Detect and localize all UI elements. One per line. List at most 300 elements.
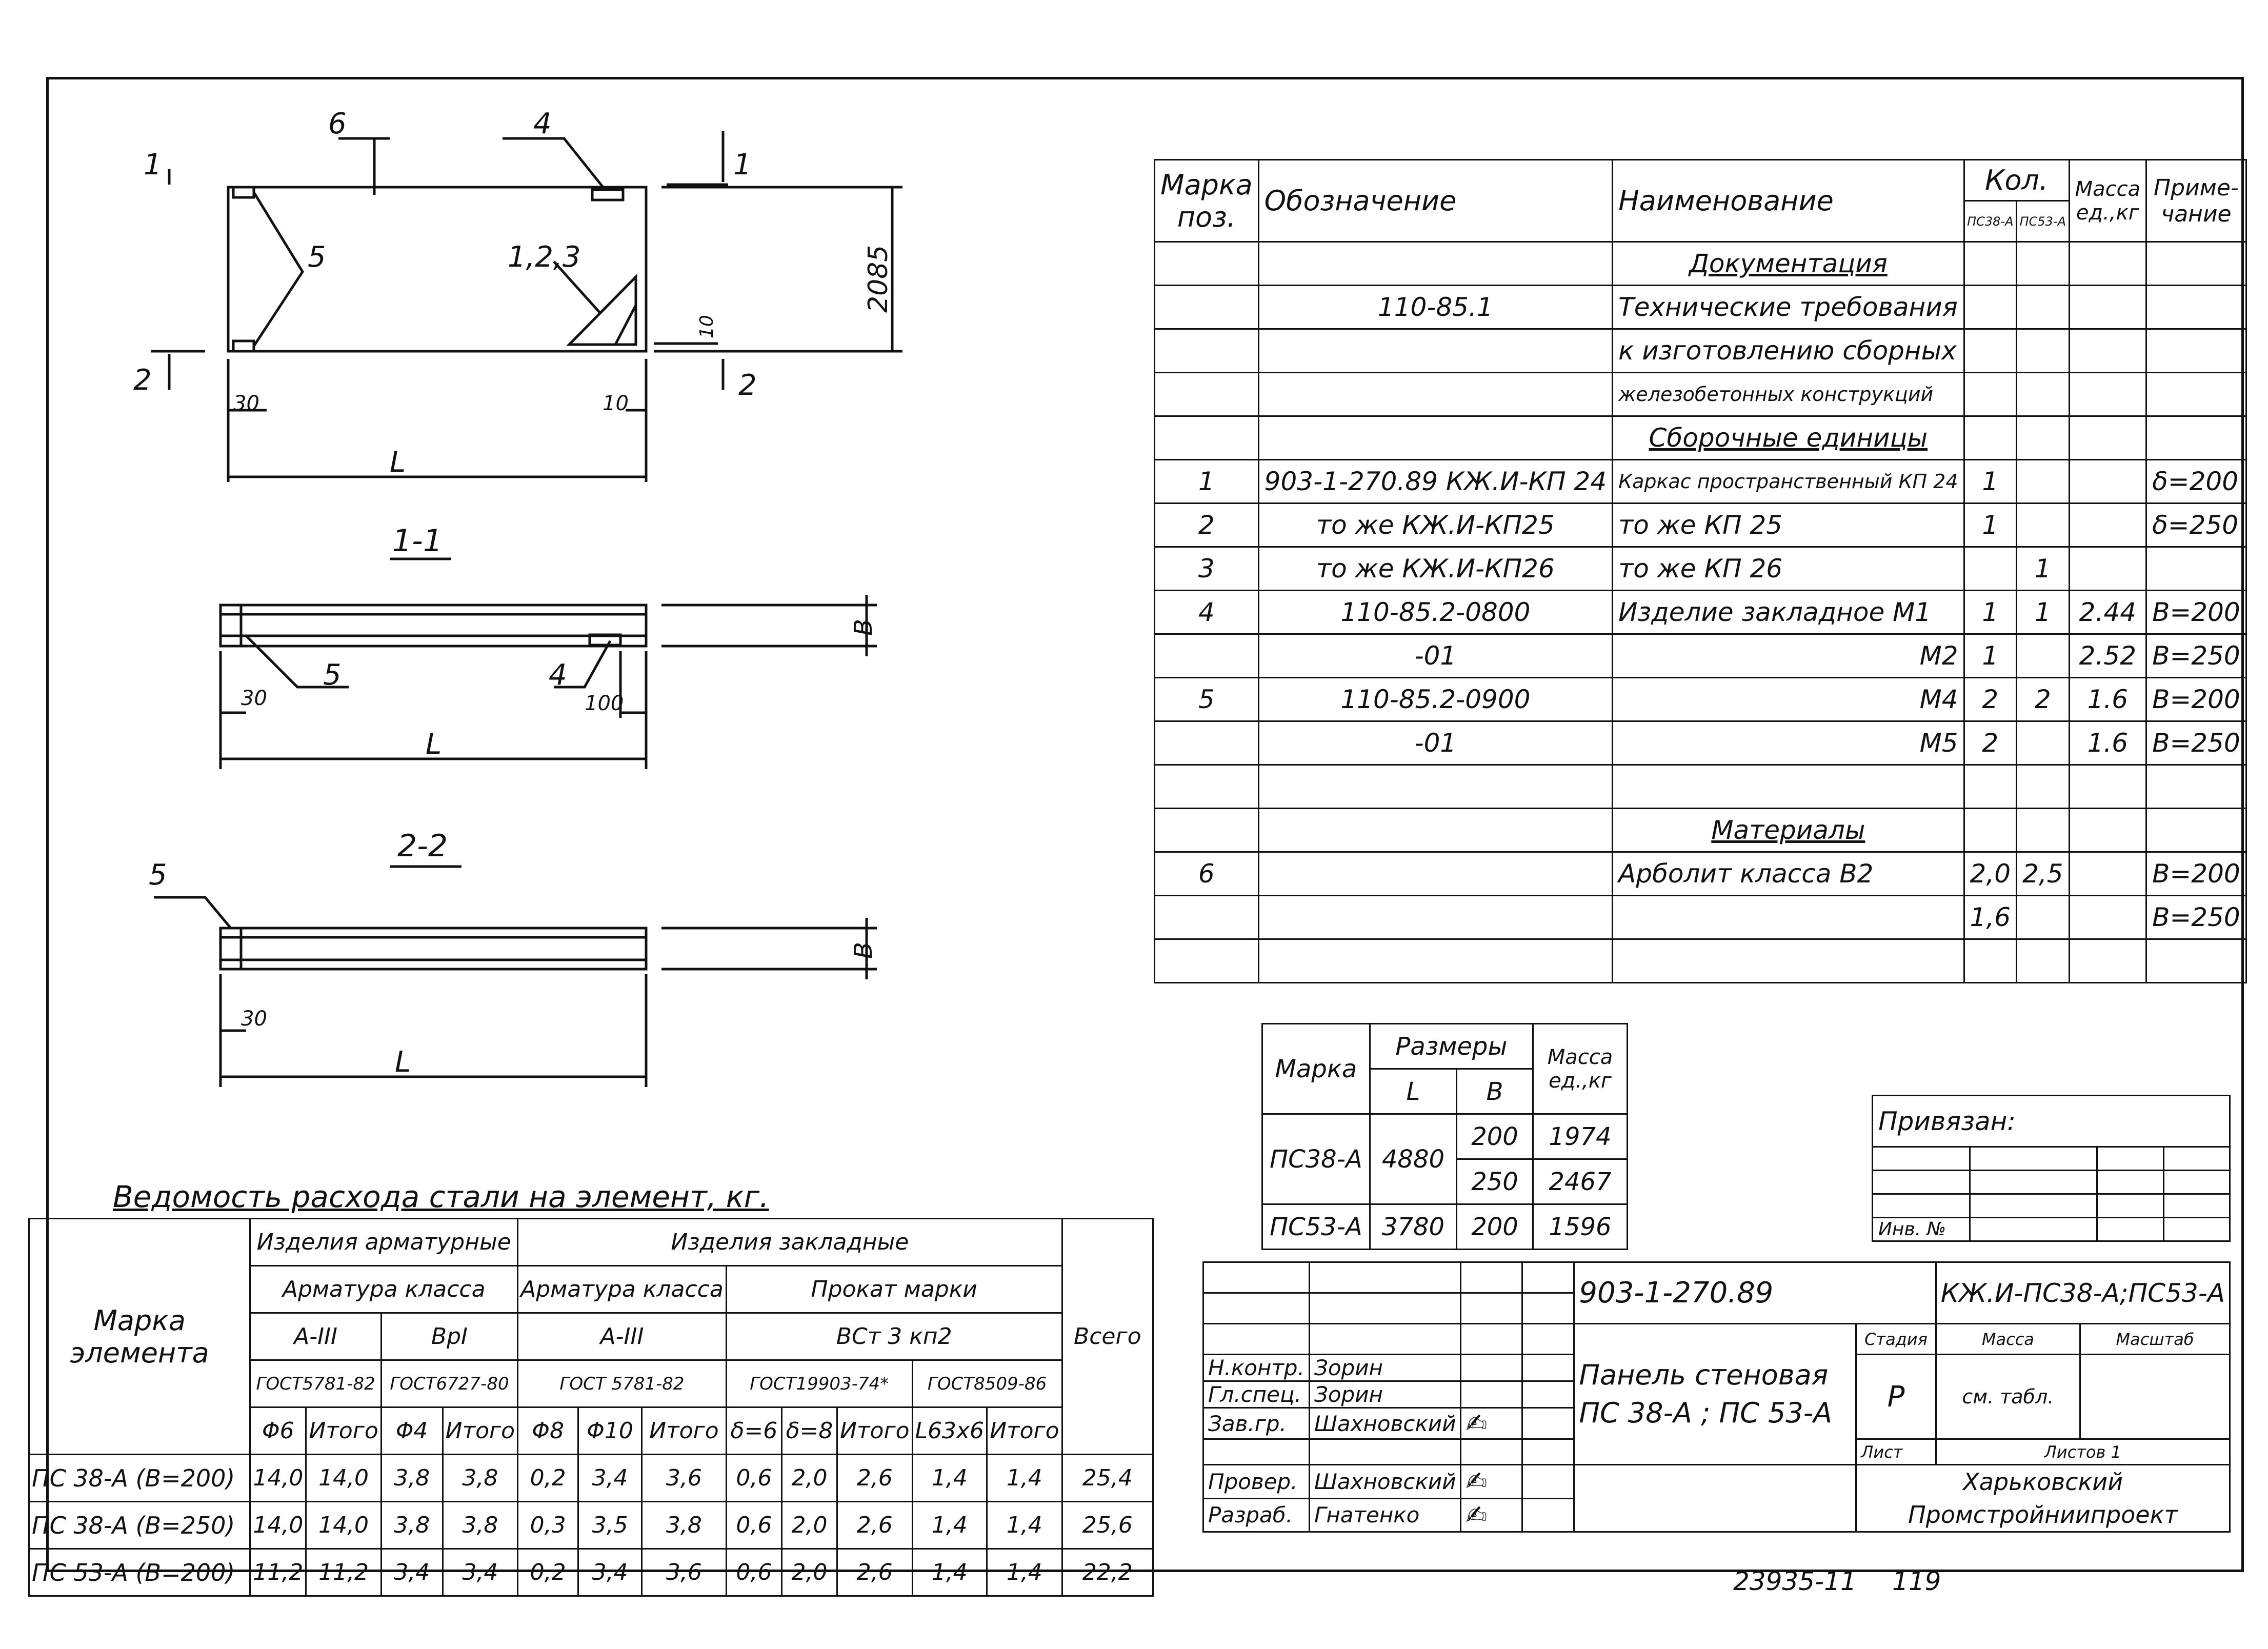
spec-cell-mass: 1.6 xyxy=(2069,721,2146,765)
section-1-1-outline xyxy=(220,605,646,646)
spec-row xyxy=(1155,329,2246,373)
spec-cell-des xyxy=(1258,416,1612,460)
steel-cell-value: 0,6 xyxy=(726,1549,781,1596)
spec-cell-mass: 1.6 xyxy=(2069,678,2146,721)
spec-cell-name xyxy=(1613,765,1964,809)
steel-cell-total: 22,2 xyxy=(1062,1549,1153,1596)
spec-cell-note xyxy=(2146,809,2246,852)
cut-mark-2-left: 2 xyxy=(133,364,152,397)
steel-cell-value: 2,6 xyxy=(837,1502,913,1549)
spec-cell-mark xyxy=(1155,765,1259,809)
dim-10-vertical: 10 xyxy=(696,315,717,338)
spec-cell-note: B=200 xyxy=(2146,678,2246,721)
spec-cell-note: B=250 xyxy=(2146,896,2246,939)
spec-row xyxy=(1155,721,2246,765)
spec-cell-des xyxy=(1258,809,1612,852)
steel-header-a3: А-III xyxy=(250,1313,381,1360)
spec-cell-mark xyxy=(1155,242,1259,286)
spec-cell-des: 110-85.2-0800 xyxy=(1258,591,1612,634)
spec-cell-qb xyxy=(2017,939,2070,983)
spec-cell-mark xyxy=(1155,329,1259,373)
footer-number: 23935-11 xyxy=(1733,1566,1857,1596)
spec-cell-qb xyxy=(2017,809,2070,852)
spec-row xyxy=(1155,852,2246,896)
steel-cell-mark: ПС 53-А (B=200) xyxy=(29,1549,250,1596)
spec-cell-name: Сборочные единицы xyxy=(1613,416,1964,460)
steel-header-gost-2: ГОСТ6727-80 xyxy=(381,1360,517,1407)
steel-cell-value: 0,6 xyxy=(726,1455,781,1502)
spec-cell-mass xyxy=(2069,896,2146,939)
title-person: Гнатенко xyxy=(1309,1498,1460,1532)
spec-cell-qa xyxy=(1964,765,2017,809)
cut-mark-2-right: 2 xyxy=(738,369,757,402)
steel-cell-value: 2,6 xyxy=(837,1549,913,1596)
sizes-cell-mass: 2467 xyxy=(1533,1159,1628,1204)
spec-cell-des xyxy=(1258,852,1612,896)
spec-cell-note xyxy=(2146,765,2246,809)
steel-header-gost-5: ГОСТ8509-86 xyxy=(912,1360,1062,1407)
title-mass: см. табл. xyxy=(1936,1355,2080,1439)
signature-icon: ✍ xyxy=(1461,1498,1522,1532)
spec-cell-name: М5 xyxy=(1613,721,1964,765)
steel-col-header: Итого xyxy=(443,1407,518,1455)
spec-cell-name xyxy=(1613,896,1964,939)
title-org-line-2: Промстройниипроект xyxy=(1908,1501,2178,1529)
steel-cell-value: 1,4 xyxy=(912,1455,987,1502)
spec-cell-mark xyxy=(1155,939,1259,983)
sizes-cell-mass: 1596 xyxy=(1533,1204,1628,1250)
spec-cell-name: Материалы xyxy=(1613,809,1964,852)
sizes-cell-b: 250 xyxy=(1457,1159,1533,1204)
spec-cell-note: B=200 xyxy=(2146,852,2246,896)
sizes-header-mark: Марка xyxy=(1262,1024,1370,1114)
spec-cell-des: -01 xyxy=(1258,634,1612,678)
title-sheets-header: Листов 1 xyxy=(1936,1439,2230,1465)
spec-cell-qb xyxy=(2017,416,2070,460)
spec-cell-mass xyxy=(2069,460,2146,504)
steel-col-header: Φ10 xyxy=(578,1407,642,1455)
steel-cell-value: 3,6 xyxy=(641,1455,726,1502)
steel-cell-value: 3,4 xyxy=(578,1455,642,1502)
steel-cell-total: 25,6 xyxy=(1062,1502,1153,1549)
steel-header-arm-class: Арматура класса xyxy=(250,1266,518,1313)
title-person: Шахновский xyxy=(1309,1408,1460,1439)
steel-table-title: Ведомость расхода стали на элемент, кг. xyxy=(113,1179,769,1214)
spec-row xyxy=(1155,416,2246,460)
spec-row xyxy=(1155,373,2246,416)
steel-col-header: Φ8 xyxy=(518,1407,578,1455)
spec-cell-note xyxy=(2146,286,2246,329)
steel-row xyxy=(29,1549,1153,1596)
label-pos-5-section-2: 5 xyxy=(149,858,167,892)
spec-cell-note xyxy=(2146,547,2246,591)
title-role: Н.контр. xyxy=(1203,1355,1310,1381)
title-name-line-1: Панель стеновая xyxy=(1579,1359,1829,1391)
spec-cell-qa xyxy=(1964,809,2017,852)
spec-cell-note: δ=250 xyxy=(2146,504,2246,547)
dim-b-section-2: B xyxy=(849,942,878,959)
steel-header-emb: Изделия закладные xyxy=(518,1219,1062,1266)
spec-cell-mark xyxy=(1155,634,1259,678)
steel-header-arm: Изделия арматурные xyxy=(250,1219,518,1266)
label-pos-4-section: 4 xyxy=(549,658,567,692)
spec-cell-des xyxy=(1258,329,1612,373)
spec-row xyxy=(1155,634,2246,678)
spec-cell-name: Каркас пространственный КП 24 xyxy=(1613,460,1964,504)
spec-body xyxy=(1155,242,2246,983)
spec-cell-qa: 1 xyxy=(1964,634,2017,678)
sizes-cell-mass: 1974 xyxy=(1533,1114,1628,1159)
spec-cell-qa xyxy=(1964,242,2017,286)
spec-cell-name: то же КП 25 xyxy=(1613,504,1964,547)
spec-cell-mass xyxy=(2069,852,2146,896)
specification-table xyxy=(1154,159,2247,983)
steel-col-header: Итого xyxy=(641,1407,726,1455)
spec-header-mark: Марка поз. xyxy=(1155,160,1259,242)
spec-cell-qa: 1 xyxy=(1964,591,2017,634)
title-mass-header: Масса xyxy=(1936,1324,2080,1355)
dim-10-plan: 10 xyxy=(603,392,629,415)
dim-b-section-1: B xyxy=(849,619,878,636)
spec-cell-qb xyxy=(2017,765,2070,809)
spec-cell-des xyxy=(1258,896,1612,939)
steel-col-header: δ=8 xyxy=(781,1407,837,1455)
dim-30-plan: 30 xyxy=(233,392,259,415)
spec-cell-mass xyxy=(2069,329,2146,373)
spec-cell-des xyxy=(1258,373,1612,416)
steel-cell-value: 2,0 xyxy=(781,1502,837,1549)
section-2-2-outline xyxy=(220,928,646,969)
title-stage: Р xyxy=(1856,1355,1936,1439)
spec-cell-mark xyxy=(1155,286,1259,329)
steel-cell-value: 14,0 xyxy=(306,1455,382,1502)
dim-l-section-1: L xyxy=(426,728,442,761)
spec-row xyxy=(1155,242,2246,286)
spec-cell-qb: 2,5 xyxy=(2017,852,2070,896)
spec-cell-des: 110-85.1 xyxy=(1258,286,1612,329)
steel-header-gost-1: ГОСТ5781-82 xyxy=(250,1360,381,1407)
spec-cell-name: М4 xyxy=(1613,678,1964,721)
spec-cell-mark: 4 xyxy=(1155,591,1259,634)
steel-col-header: δ=6 xyxy=(726,1407,781,1455)
spec-row xyxy=(1155,504,2246,547)
spec-cell-mark xyxy=(1155,809,1259,852)
spec-cell-qa xyxy=(1964,286,2017,329)
sizes-cell-l: 3780 xyxy=(1370,1204,1456,1250)
title-scale-header: Масштаб xyxy=(2080,1324,2230,1355)
title-organization xyxy=(1856,1465,2230,1532)
spec-header-designation: Обозначение xyxy=(1258,160,1612,242)
spec-cell-des xyxy=(1258,765,1612,809)
title-sheet-header: Лист xyxy=(1856,1439,1936,1465)
steel-row xyxy=(29,1455,1153,1502)
steel-header-total: Всего xyxy=(1062,1219,1153,1455)
dim-30-section-1: 30 xyxy=(241,687,267,710)
spec-cell-des: 110-85.2-0900 xyxy=(1258,678,1612,721)
footer-page: 119 xyxy=(1892,1566,1941,1596)
spec-cell-note xyxy=(2146,373,2246,416)
steel-header-gost-4: ГОСТ19903-74* xyxy=(726,1360,912,1407)
spec-cell-mark: 5 xyxy=(1155,678,1259,721)
steel-cell-mark: ПС 38-А (B=250) xyxy=(29,1502,250,1549)
spec-cell-qa: 2 xyxy=(1964,721,2017,765)
spec-cell-note: δ=200 xyxy=(2146,460,2246,504)
spec-cell-qa: 2,0 xyxy=(1964,852,2017,896)
spec-cell-mark xyxy=(1155,721,1259,765)
steel-cell-value: 2,0 xyxy=(781,1549,837,1596)
steel-cell-value: 3,6 xyxy=(641,1549,726,1596)
sizes-header-mass: Масса ед.,кг xyxy=(1533,1024,1628,1114)
spec-row xyxy=(1155,547,2246,591)
cut-mark-1-right: 1 xyxy=(733,148,752,182)
spec-row xyxy=(1155,678,2246,721)
spec-cell-qb xyxy=(2017,329,2070,373)
label-pos-5: 5 xyxy=(308,240,326,274)
steel-header-mark: Марка элемента xyxy=(29,1219,250,1455)
spec-cell-mass xyxy=(2069,242,2146,286)
spec-cell-qa: 1,6 xyxy=(1964,896,2017,939)
spec-cell-des xyxy=(1258,242,1612,286)
title-org-line-1: Харьковский xyxy=(1963,1468,2123,1496)
steel-col-header: L63x6 xyxy=(912,1407,987,1455)
sizes-cell-b: 200 xyxy=(1457,1204,1533,1250)
steel-col-header: Итого xyxy=(306,1407,382,1455)
spec-cell-mass xyxy=(2069,504,2146,547)
spec-cell-note: B=250 xyxy=(2146,634,2246,678)
spec-cell-note: B=250 xyxy=(2146,721,2246,765)
sizes-header-l: L xyxy=(1370,1069,1456,1114)
binding-block xyxy=(1872,1095,2231,1242)
steel-row xyxy=(29,1502,1153,1549)
spec-cell-note xyxy=(2146,242,2246,286)
spec-cell-name: к изготовлению сборных xyxy=(1613,329,1964,373)
steel-cell-value: 0,3 xyxy=(518,1502,578,1549)
spec-cell-note: B=200 xyxy=(2146,591,2246,634)
spec-cell-qa xyxy=(1964,939,2017,983)
steel-cell-value: 3,8 xyxy=(381,1502,443,1549)
dim-l-section-2: L xyxy=(395,1045,411,1079)
spec-header-qty-ps38: ПС38-А xyxy=(1964,201,2017,242)
title-person: Шахновский xyxy=(1309,1465,1460,1499)
spec-cell-des: 903-1-270.89 КЖ.И-КП 24 xyxy=(1258,460,1612,504)
spec-cell-note xyxy=(2146,416,2246,460)
spec-cell-mass xyxy=(2069,547,2146,591)
title-role: Гл.спец. xyxy=(1203,1381,1310,1408)
spec-cell-name: Технические требования xyxy=(1613,286,1964,329)
title-person: Зорин xyxy=(1309,1355,1460,1381)
spec-cell-qa xyxy=(1964,547,2017,591)
spec-cell-des: то же КЖ.И-КП26 xyxy=(1258,547,1612,591)
spec-cell-qb xyxy=(2017,721,2070,765)
spec-cell-name: М2 xyxy=(1613,634,1964,678)
spec-cell-qb xyxy=(2017,896,2070,939)
steel-cell-value: 3,8 xyxy=(381,1455,443,1502)
label-pos-6: 6 xyxy=(328,107,347,140)
steel-cell-value: 3,5 xyxy=(578,1502,642,1549)
binding-title: Привязан: xyxy=(1873,1096,2230,1147)
spec-cell-qa xyxy=(1964,329,2017,373)
steel-table xyxy=(28,1218,1154,1597)
spec-cell-mark: 3 xyxy=(1155,547,1259,591)
dim-30-section-2: 30 xyxy=(241,1007,267,1031)
spec-header-mass: Масса ед.,кг xyxy=(2069,160,2146,242)
spec-cell-name: железобетонных конструкций xyxy=(1613,373,1964,416)
steel-cell-value: 2,0 xyxy=(781,1455,837,1502)
spec-cell-qb xyxy=(2017,286,2070,329)
spec-row xyxy=(1155,896,2246,939)
steel-cell-value: 2,6 xyxy=(837,1455,913,1502)
spec-cell-mass xyxy=(2069,286,2146,329)
spec-cell-mass xyxy=(2069,765,2146,809)
title-block xyxy=(1202,1261,2231,1533)
steel-cell-value: 3,8 xyxy=(443,1502,518,1549)
label-pos-5-section: 5 xyxy=(323,658,342,692)
spec-cell-qb xyxy=(2017,634,2070,678)
steel-cell-value: 3,8 xyxy=(641,1502,726,1549)
spec-row xyxy=(1155,809,2246,852)
title-person: Зорин xyxy=(1309,1381,1460,1408)
spec-cell-qa xyxy=(1964,373,2017,416)
spec-row xyxy=(1155,939,2246,983)
spec-cell-name: то же КП 26 xyxy=(1613,547,1964,591)
spec-cell-qb: 1 xyxy=(2017,547,2070,591)
steel-cell-value: 14,0 xyxy=(250,1455,306,1502)
steel-col-header: Φ4 xyxy=(381,1407,443,1455)
steel-col-header: Итого xyxy=(837,1407,913,1455)
spec-cell-qb xyxy=(2017,504,2070,547)
section-1-1-title: 1-1 xyxy=(392,523,443,559)
label-pos-4: 4 xyxy=(533,107,552,140)
title-code: 903-1-270.89 xyxy=(1574,1262,1936,1324)
steel-cell-value: 1,4 xyxy=(987,1455,1062,1502)
title-name xyxy=(1574,1324,1856,1465)
steel-cell-value: 11,2 xyxy=(250,1549,306,1596)
steel-cell-value: 14,0 xyxy=(250,1502,306,1549)
spec-cell-note xyxy=(2146,939,2246,983)
steel-cell-value: 11,2 xyxy=(306,1549,382,1596)
spec-cell-qb: 2 xyxy=(2017,678,2070,721)
steel-cell-total: 25,4 xyxy=(1062,1455,1153,1502)
title-role: Зав.гр. xyxy=(1203,1408,1310,1439)
title-role: Провер. xyxy=(1203,1465,1310,1499)
spec-cell-qa xyxy=(1964,416,2017,460)
spec-cell-qa: 1 xyxy=(1964,460,2017,504)
spec-cell-mark xyxy=(1155,373,1259,416)
steel-cell-mark: ПС 38-А (B=200) xyxy=(29,1455,250,1502)
cut-mark-1-left: 1 xyxy=(144,148,162,182)
spec-header-name: Наименование xyxy=(1613,160,1964,242)
title-code-2: КЖ.И-ПС38-А;ПС53-А xyxy=(1936,1262,2230,1324)
sizes-header-b: B xyxy=(1457,1069,1533,1114)
spec-header-qty: Кол. xyxy=(1964,160,2069,201)
spec-cell-note xyxy=(2146,329,2246,373)
spec-header-note: Приме-чание xyxy=(2146,160,2246,242)
steel-cell-value: 3,4 xyxy=(381,1549,443,1596)
steel-cell-value: 0,2 xyxy=(518,1455,578,1502)
section-2-2-title: 2-2 xyxy=(397,828,448,864)
spec-cell-qb xyxy=(2017,460,2070,504)
spec-cell-name: Изделие закладное М1 xyxy=(1613,591,1964,634)
steel-header-vst: ВСт 3 кп2 xyxy=(726,1313,1062,1360)
spec-header-qty-ps53: ПС53-А xyxy=(2017,201,2070,242)
spec-cell-mark xyxy=(1155,896,1259,939)
steel-header-prokat: Прокат марки xyxy=(726,1266,1062,1313)
spec-cell-mark: 1 xyxy=(1155,460,1259,504)
spec-row xyxy=(1155,286,2246,329)
spec-row xyxy=(1155,765,2246,809)
steel-header-bp1: ВрI xyxy=(381,1313,517,1360)
spec-cell-des xyxy=(1258,939,1612,983)
steel-col-header: Φ6 xyxy=(250,1407,306,1455)
steel-cell-value: 3,4 xyxy=(578,1549,642,1596)
spec-cell-mass xyxy=(2069,373,2146,416)
steel-cell-value: 1,4 xyxy=(912,1549,987,1596)
steel-header-gost-3: ГОСТ 5781-82 xyxy=(518,1360,727,1407)
spec-cell-mass xyxy=(2069,939,2146,983)
title-stage-header: Стадия xyxy=(1856,1324,1936,1355)
sizes-cell-b: 200 xyxy=(1457,1114,1533,1159)
spec-row xyxy=(1155,460,2246,504)
dim-100-section-1: 100 xyxy=(585,692,624,715)
steel-cell-value: 0,6 xyxy=(726,1502,781,1549)
spec-cell-name: Документация xyxy=(1613,242,1964,286)
spec-cell-qb: 1 xyxy=(2017,591,2070,634)
steel-body xyxy=(29,1455,1153,1596)
spec-cell-des: -01 xyxy=(1258,721,1612,765)
spec-row xyxy=(1155,591,2246,634)
spec-cell-mark xyxy=(1155,416,1259,460)
steel-header-emb-class: Арматура класса xyxy=(518,1266,727,1313)
dim-l-plan: L xyxy=(390,446,406,479)
steel-cell-value: 14,0 xyxy=(306,1502,382,1549)
sizes-cell-mark: ПС38-А xyxy=(1262,1114,1370,1204)
steel-cell-value: 3,4 xyxy=(443,1549,518,1596)
steel-cell-value: 3,8 xyxy=(443,1455,518,1502)
spec-cell-qb xyxy=(2017,373,2070,416)
sizes-cell-mark: ПС53-А xyxy=(1262,1204,1370,1250)
steel-cell-value: 1,4 xyxy=(912,1502,987,1549)
spec-cell-mass xyxy=(2069,416,2146,460)
sizes-cell-l: 4880 xyxy=(1370,1114,1456,1204)
panel-plan-outline xyxy=(228,187,646,351)
spec-cell-mass: 2.44 xyxy=(2069,591,2146,634)
spec-cell-qb xyxy=(2017,242,2070,286)
spec-cell-des: то же КЖ.И-КП25 xyxy=(1258,504,1612,547)
binding-inv: Инв. № xyxy=(1873,1218,1970,1241)
spec-cell-name: Арболит класса В2 xyxy=(1613,852,1964,896)
spec-cell-mark: 6 xyxy=(1155,852,1259,896)
label-pos-123: 1,2,3 xyxy=(508,240,581,274)
dim-height-2085: 2085 xyxy=(863,245,894,313)
steel-col-header: Итого xyxy=(987,1407,1062,1455)
title-name-line-2: ПС 38-А ; ПС 53-А xyxy=(1579,1397,1833,1429)
spec-cell-mass xyxy=(2069,809,2146,852)
sizes-header-dimensions: Размеры xyxy=(1370,1024,1533,1069)
signature-icon: ✍ xyxy=(1461,1408,1522,1439)
spec-cell-mass: 2.52 xyxy=(2069,634,2146,678)
sizes-table xyxy=(1261,1023,1628,1250)
steel-header-a3-emb: А-III xyxy=(518,1313,727,1360)
steel-cell-value: 0,2 xyxy=(518,1549,578,1596)
steel-cell-value: 1,4 xyxy=(987,1549,1062,1596)
signature-icon: ✍ xyxy=(1461,1465,1522,1499)
title-role: Разраб. xyxy=(1203,1498,1310,1532)
steel-cell-value: 1,4 xyxy=(987,1502,1062,1549)
spec-cell-qa: 1 xyxy=(1964,504,2017,547)
spec-cell-name xyxy=(1613,939,1964,983)
spec-cell-qa: 2 xyxy=(1964,678,2017,721)
spec-cell-mark: 2 xyxy=(1155,504,1259,547)
